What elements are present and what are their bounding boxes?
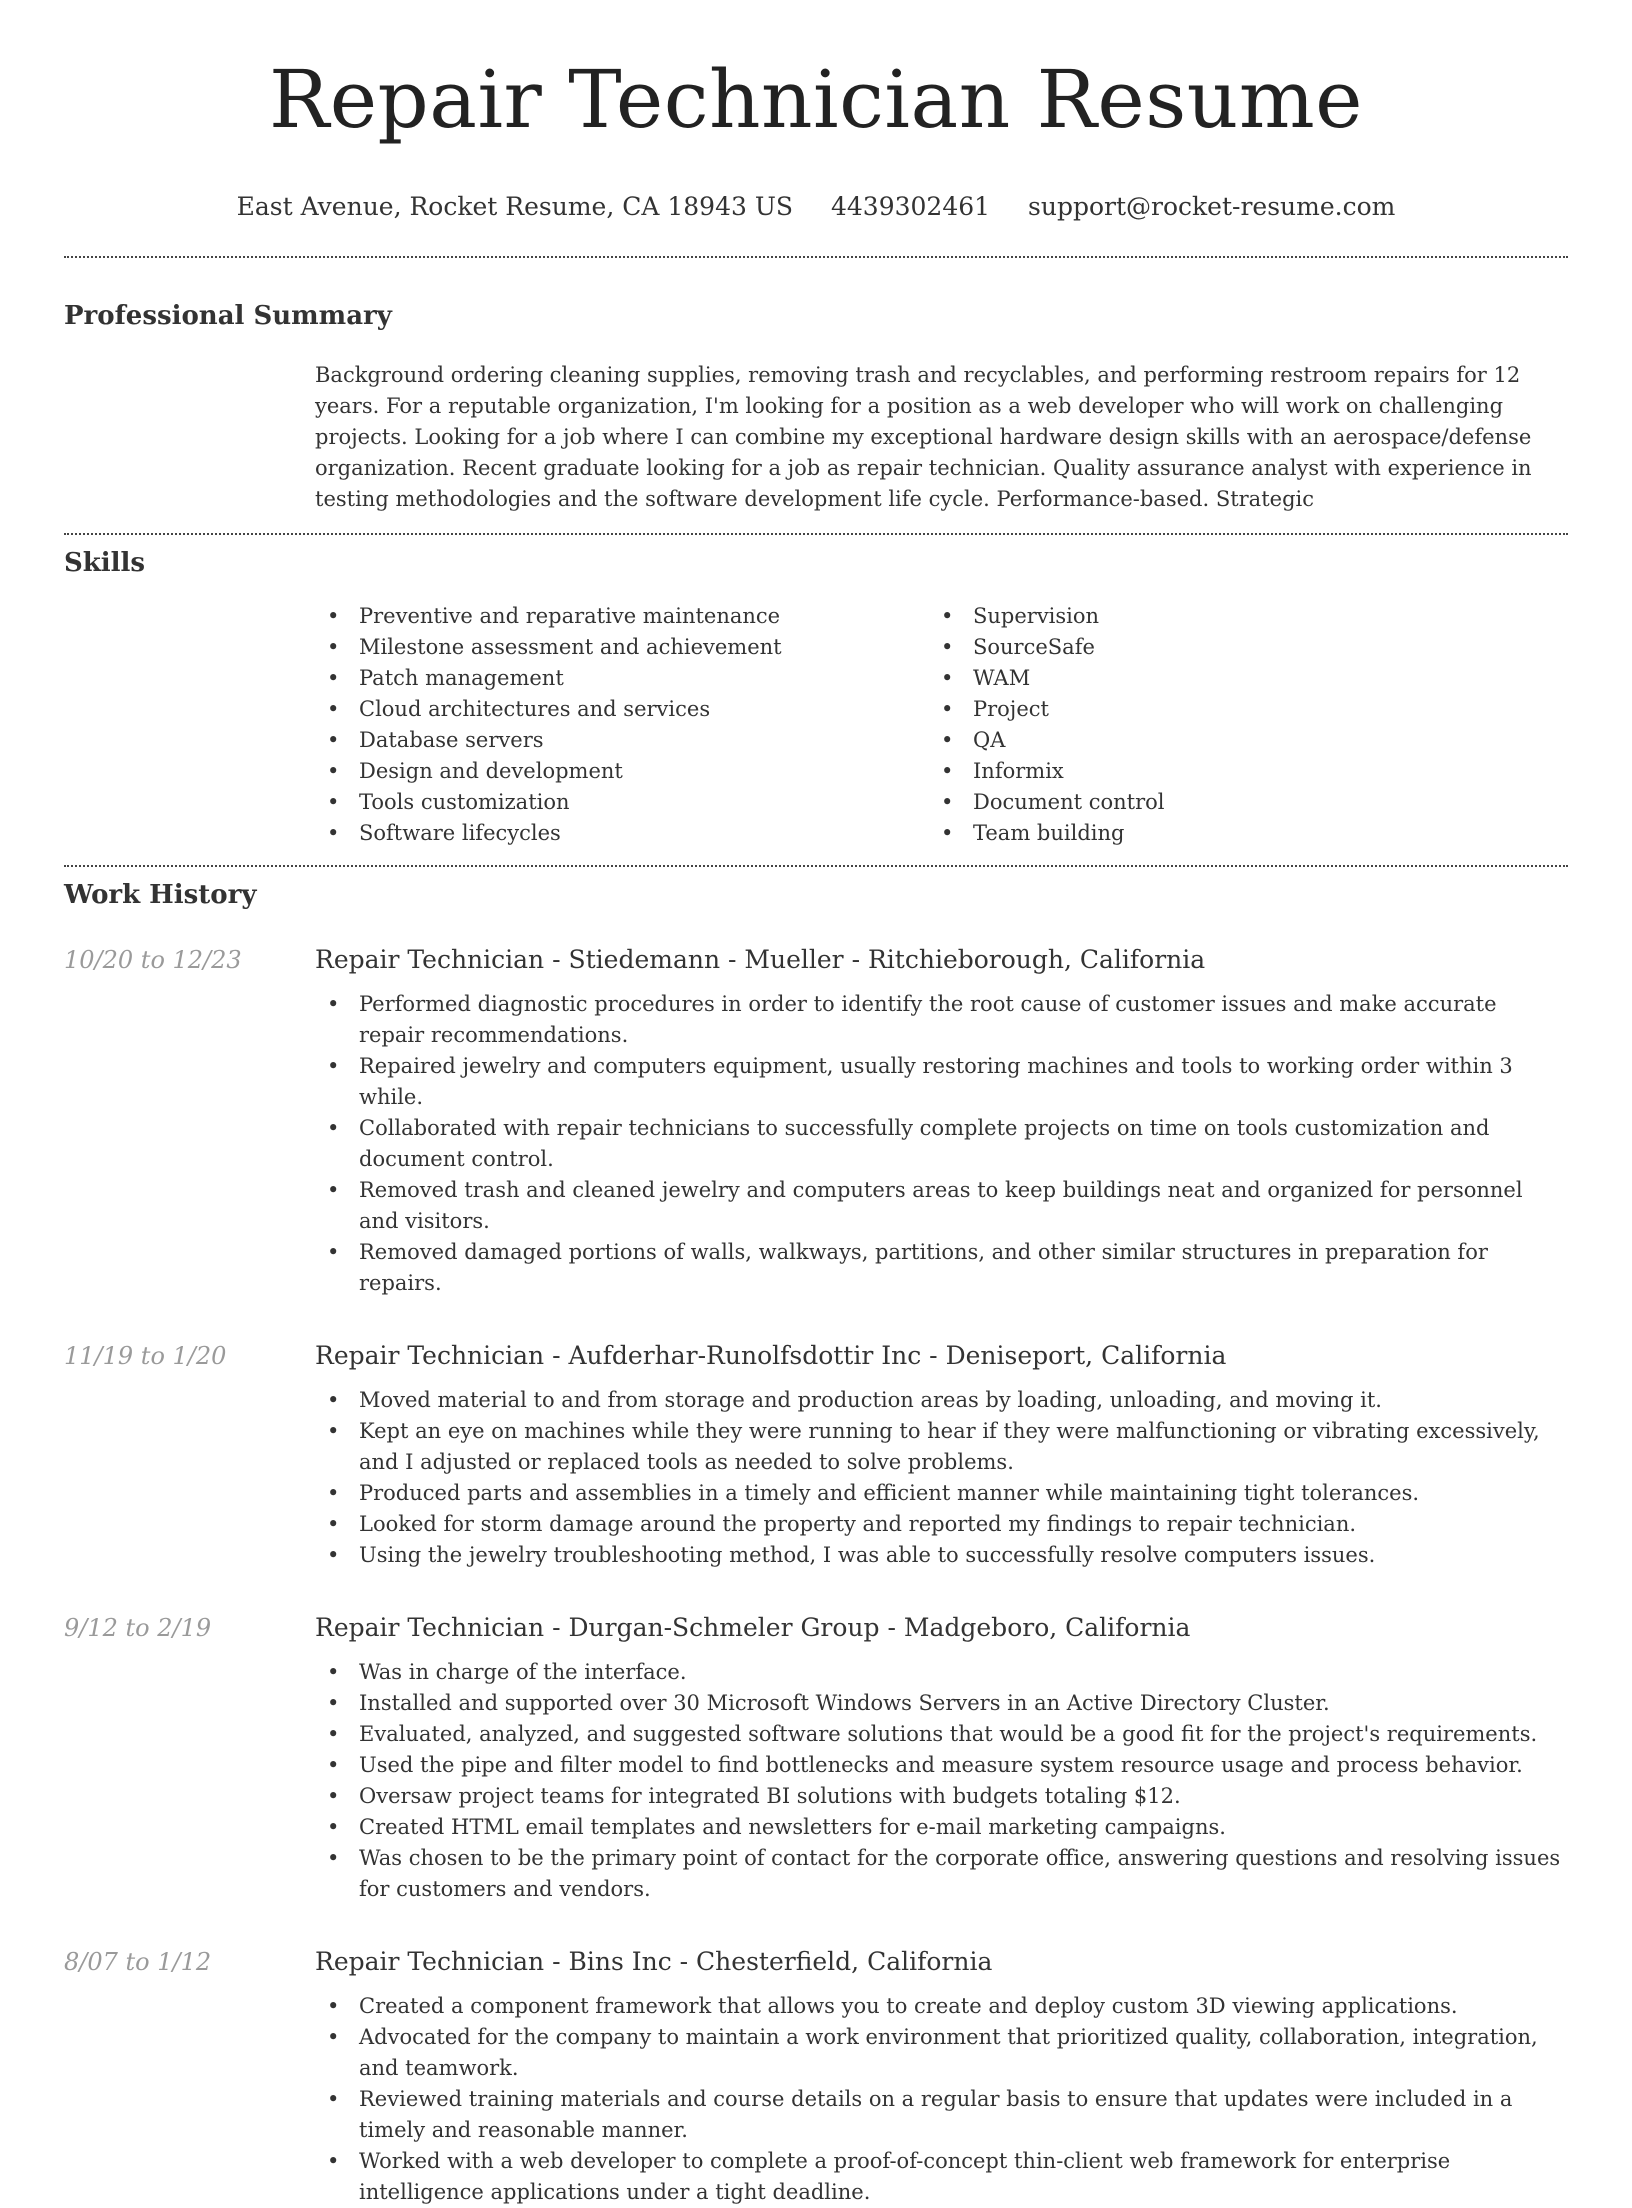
job-details	[315, 943, 1568, 1299]
job-bullets	[315, 1991, 1568, 2208]
job-bullet: • Advocated for the company to maintain a work environment that prioritized quality, collaboration, integration, and teamwork.	[315, 2022, 1568, 2084]
summary-heading: Professional Summary	[64, 301, 392, 331]
section-divider	[64, 256, 1568, 258]
job-details	[315, 1339, 1568, 1571]
job-bullet: • Moved material to and from storage and production areas by loading, unloading, and moving it.	[315, 1385, 1568, 1416]
job-heading: Repair Technician - Bins Inc - Chesterfield, California	[315, 1947, 993, 1976]
skill-item: • WAM	[929, 663, 1389, 694]
job-bullets	[315, 1657, 1568, 1905]
job-bullet: • Removed trash and cleaned jewelry and computers areas to keep buildings neat and organized for personnel and visitors.	[315, 1175, 1568, 1237]
resume-title: Repair Technician Resume	[268, 53, 1364, 146]
summary-text: Background ordering cleaning supplies, removing trash and recyclables, and performing restroom repairs for 12 years. For a reputable organization, I'm looking for a position as a web developer who will work on challenging projects. Looking for a job where I can combine my exceptional hardware design skills with an aerospace/defense organization. Recent graduate looking for a job as repair technician. Quality assurance analyst with experience in testing methodologies and the software development life cycle. Performance-based. Strategic	[315, 363, 1532, 511]
skill-item: • Informix	[929, 756, 1389, 787]
job-dates: 9/12 to 2/19	[64, 1614, 212, 1642]
job-heading: Repair Technician - Durgan-Schmeler Group - Madgeboro, California	[315, 1613, 1191, 1642]
resume-page	[64, 0, 1568, 2208]
skill-item: • Design and development	[315, 756, 929, 787]
job-entry	[64, 1339, 1568, 1571]
skill-item: • Software lifecycles	[315, 818, 929, 849]
job-heading: Repair Technician - Aufderhar-Runolfsdottir Inc - Deniseport, California	[315, 1341, 1227, 1370]
skill-item: • Cloud architectures and services	[315, 694, 929, 725]
job-bullet: • Was in charge of the interface.	[315, 1657, 1568, 1688]
skill-item: • QA	[929, 725, 1389, 756]
section-divider	[64, 865, 1568, 867]
skill-item: • Supervision	[929, 601, 1389, 632]
skill-item: • Team building	[929, 818, 1389, 849]
job-bullet: • Produced parts and assemblies in a timely and efficient manner while maintaining tight tolerances.	[315, 1478, 1568, 1509]
job-bullet: • Used the pipe and filter model to find bottlenecks and measure system resource usage and process behavior.	[315, 1750, 1568, 1781]
skill-item: • Preventive and reparative maintenance	[315, 601, 929, 632]
job-bullet: • Created HTML email templates and newsletters for e-mail marketing campaigns.	[315, 1812, 1568, 1843]
job-dates: 11/19 to 1/20	[64, 1342, 227, 1370]
job-entry	[64, 943, 1568, 1299]
skill-item: • Document control	[929, 787, 1389, 818]
job-bullet: • Kept an eye on machines while they were running to hear if they were malfunctioning or vibrating excessively, and I adjusted or replaced tools as needed to solve problems.	[315, 1416, 1568, 1478]
job-bullet: • Performed diagnostic procedures in order to identify the root cause of customer issues and make accurate repair recommendations.	[315, 989, 1568, 1051]
skills-column-right	[929, 601, 1389, 849]
job-dates: 10/20 to 12/23	[64, 946, 242, 974]
job-dates: 8/07 to 1/12	[64, 1948, 212, 1976]
job-bullet: • Collaborated with repair technicians to successfully complete projects on time on tools customization and document control.	[315, 1113, 1568, 1175]
job-bullet: • Created a component framework that allows you to create and deploy custom 3D viewing applications.	[315, 1991, 1568, 2022]
job-bullet: • Worked with a web developer to complete a proof-of-concept thin-client web framework for enterprise intelligence applications under a tight deadline.	[315, 2146, 1568, 2208]
work-history-heading: Work History	[64, 880, 257, 910]
job-bullet: • Reviewed training materials and course details on a regular basis to ensure that updates were included in a timely and reasonable manner.	[315, 2084, 1568, 2146]
job-bullet: • Repaired jewelry and computers equipment, usually restoring machines and tools to working order within 3 while.	[315, 1051, 1568, 1113]
skill-item: • Project	[929, 694, 1389, 725]
skills-heading: Skills	[64, 548, 146, 578]
skill-item: • Tools customization	[315, 787, 929, 818]
job-details	[315, 1611, 1568, 1905]
skills-list	[315, 601, 1568, 849]
job-details	[315, 1945, 1568, 2208]
skill-item: • Patch management	[315, 663, 929, 694]
job-entry	[64, 1611, 1568, 1905]
job-bullet: • Using the jewelry troubleshooting method, I was able to successfully resolve computers issues.	[315, 1540, 1568, 1571]
skill-item: • SourceSafe	[929, 632, 1389, 663]
job-heading: Repair Technician - Stiedemann - Mueller - Ritchieborough, California	[315, 945, 1206, 974]
job-bullet: • Oversaw project teams for integrated BI solutions with budgets totaling $12.	[315, 1781, 1568, 1812]
skill-item: • Milestone assessment and achievement	[315, 632, 929, 663]
contact-line	[64, 190, 1568, 224]
job-bullet: • Installed and supported over 30 Microsoft Windows Servers in an Active Directory Cluster.	[315, 1688, 1568, 1719]
skill-item: • Database servers	[315, 725, 929, 756]
job-bullet: • Removed damaged portions of walls, walkways, partitions, and other similar structures in preparation for repairs.	[315, 1237, 1568, 1299]
job-entry	[64, 1945, 1568, 2208]
contact-email: support@rocket-resume.com	[1028, 192, 1396, 221]
job-bullet: • Was chosen to be the primary point of contact for the corporate office, answering questions and resolving issues for customers and vendors.	[315, 1843, 1568, 1905]
contact-phone: 4439302461	[831, 192, 991, 221]
job-bullet: • Evaluated, analyzed, and suggested software solutions that would be a good fit for the project's requirements.	[315, 1719, 1568, 1750]
section-divider	[64, 533, 1568, 535]
job-bullet: • Looked for storm damage around the property and reported my findings to repair technician.	[315, 1509, 1568, 1540]
contact-address: East Avenue, Rocket Resume, CA 18943 US	[236, 192, 794, 221]
skills-column-left	[315, 601, 929, 849]
job-bullets	[315, 989, 1568, 1299]
job-bullets	[315, 1385, 1568, 1571]
